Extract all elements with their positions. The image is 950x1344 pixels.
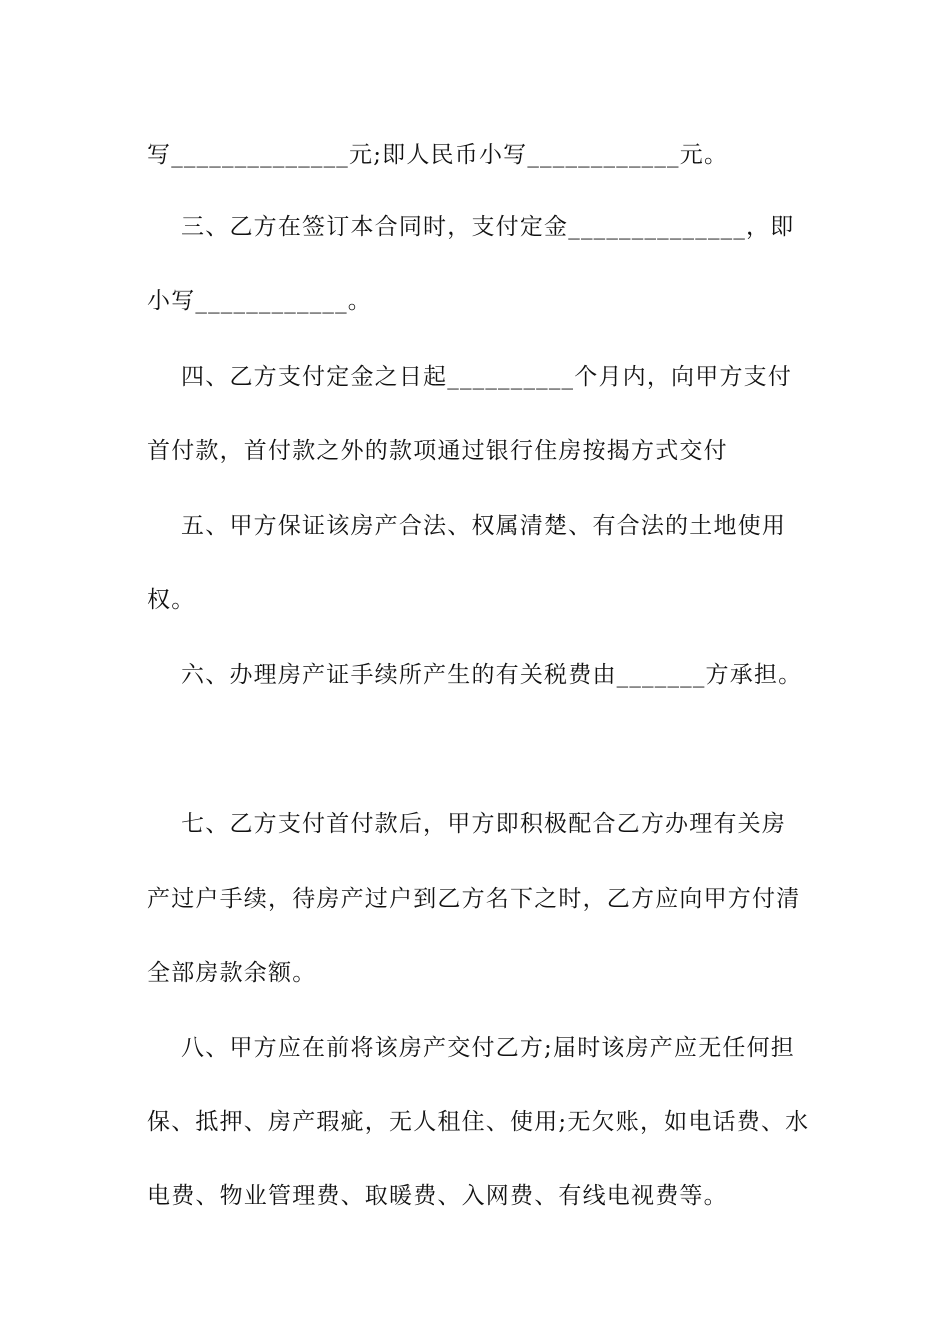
paragraph-line: 保、抵押、房产瑕疵，无人租住、使用;无欠账，如电话费、水 — [147, 1109, 810, 1135]
paragraph-line: 三、乙方在签订本合同时，支付定金______________，即 — [147, 214, 795, 240]
paragraph-line: 电费、物业管理费、取暖费、入网费、有线电视费等。 — [147, 1183, 728, 1209]
paragraph-line: 六、办理房产证手续所产生的有关税费由_______方承担。 — [147, 662, 803, 688]
paragraph-line: 权。 — [147, 587, 196, 613]
paragraph-line: 写______________元;即人民币小写____________元。 — [147, 142, 729, 168]
paragraph-line: 七、乙方支付首付款后，甲方即积极配合乙方办理有关房 — [147, 811, 787, 837]
paragraph-line: 产过户手续，待房产过户到乙方名下之时，乙方应向甲方付清 — [147, 886, 801, 912]
paragraph-line: 八、甲方应在前将该房产交付乙方;届时该房产应无任何担 — [147, 1035, 795, 1061]
paragraph-line: 首付款，首付款之外的款项通过银行住房按揭方式交付 — [147, 438, 728, 464]
paragraph-line: 五、甲方保证该房产合法、权属清楚、有合法的土地使用 — [147, 513, 787, 539]
paragraph-line: 小写____________。 — [147, 288, 372, 314]
paragraph-line: 全部房款余额。 — [147, 960, 317, 986]
paragraph-line: 四、乙方支付定金之日起__________个月内，向甲方支付 — [147, 364, 793, 390]
